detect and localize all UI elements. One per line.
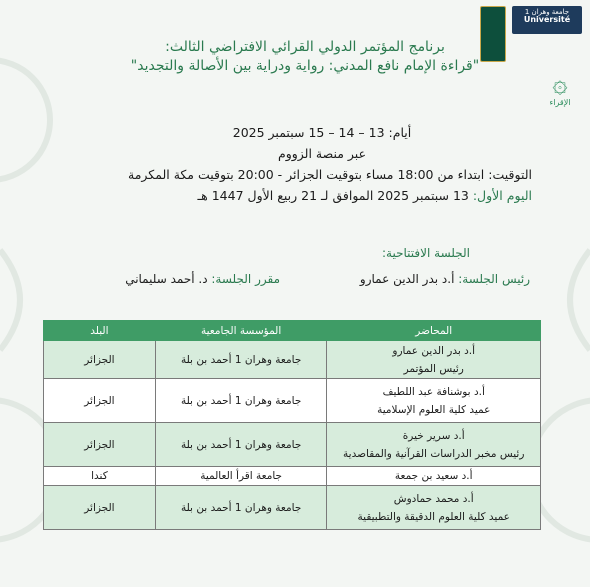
institution-cell: جامعة وهران 1 أحمد بن بلة — [155, 486, 327, 530]
speaker-role: عميد كلية العلوم الإسلامية — [377, 403, 491, 416]
program-title: برنامج المؤتمر الدولي القرائي الافتراضي الثالث: — [165, 39, 445, 55]
event-timing: التوقيت: ابتداء من 18:00 مساء بتوقيت الجزائر - 20:00 بتوقيت مكة المكرمة — [128, 167, 532, 182]
country-cell: الجزائر — [44, 341, 156, 379]
institution-cell: جامعة وهران 1 أحمد بن بلة — [155, 379, 327, 423]
header-speaker: المحاضر — [327, 321, 541, 341]
table-row — [44, 423, 541, 467]
session-title: الجلسة الافتتاحية: — [382, 246, 470, 260]
speaker-cell — [327, 486, 541, 530]
speaker-name: أ.د بدر الدين عمارو — [392, 344, 476, 357]
rapporteur-label: مقرر الجلسة: — [211, 272, 280, 286]
iqraa-logo: ۞ الإقراء — [549, 69, 571, 107]
session-chair — [360, 272, 530, 286]
program-header — [70, 38, 540, 76]
speaker-cell — [327, 341, 541, 379]
speaker-role: رئيس المؤتمر — [403, 362, 464, 375]
day-one-text: 13 سبتمبر 2025 الموافق لـ 21 ربيع الأول 1447 هـ — [197, 188, 469, 203]
rapporteur-name: د. أحمد سليماني — [125, 272, 208, 286]
country-cell: كندا — [44, 467, 156, 486]
conference-theme: "قراءة الإمام نافع المدني: رواية ودراية بين الأصالة والتجديد" — [130, 58, 480, 74]
table-row — [44, 341, 541, 379]
chair-label: رئيس الجلسة: — [458, 272, 530, 286]
country-cell: الجزائر — [44, 379, 156, 423]
table-row — [44, 486, 541, 530]
speaker-name: أ.د سعيد بن جمعة — [394, 470, 473, 482]
speaker-role: رئيس مخبر الدراسات القرآنية والمقاصدية — [343, 447, 525, 460]
table-row — [44, 379, 541, 423]
day-one — [112, 185, 532, 206]
speaker-cell — [327, 379, 541, 423]
chair-name: أ.د بدر الدين عمارو — [359, 272, 455, 286]
country-cell: الجزائر — [44, 486, 156, 530]
event-platform: عبر منصة الزووم — [277, 146, 367, 161]
day-one-label: اليوم الأول: — [472, 188, 532, 203]
speaker-cell — [327, 467, 541, 486]
speaker-name: أ.د سرير خيرة — [402, 429, 465, 442]
university-logo: جامعة وهران 1 Université — [512, 6, 582, 34]
speaker-name: أ.د محمد حمادوش — [393, 492, 474, 505]
institution-cell: جامعة وهران 1 أحمد بن بلة — [155, 341, 327, 379]
speaker-name: أ.د بوشنافة عبد اللطيف — [382, 385, 485, 398]
table-header-row — [44, 321, 541, 341]
institution-cell: جامعة اقرأ العالمية — [155, 467, 327, 486]
table-row — [44, 467, 541, 486]
speaker-cell — [327, 423, 541, 467]
event-days: أيام: 13 – 14 – 15 سبتمبر 2025 — [232, 125, 412, 140]
session-rapporteur — [125, 272, 280, 286]
institution-cell: جامعة وهران 1 أحمد بن بلة — [155, 423, 327, 467]
header-institution: المؤسسة الجامعية — [155, 321, 327, 341]
header-country: البلد — [44, 321, 156, 341]
schedule-table — [43, 320, 541, 530]
country-cell: الجزائر — [44, 423, 156, 467]
event-info — [112, 122, 532, 206]
speaker-role: عميد كلية العلوم الدقيقة والتطبيقية — [357, 510, 510, 523]
